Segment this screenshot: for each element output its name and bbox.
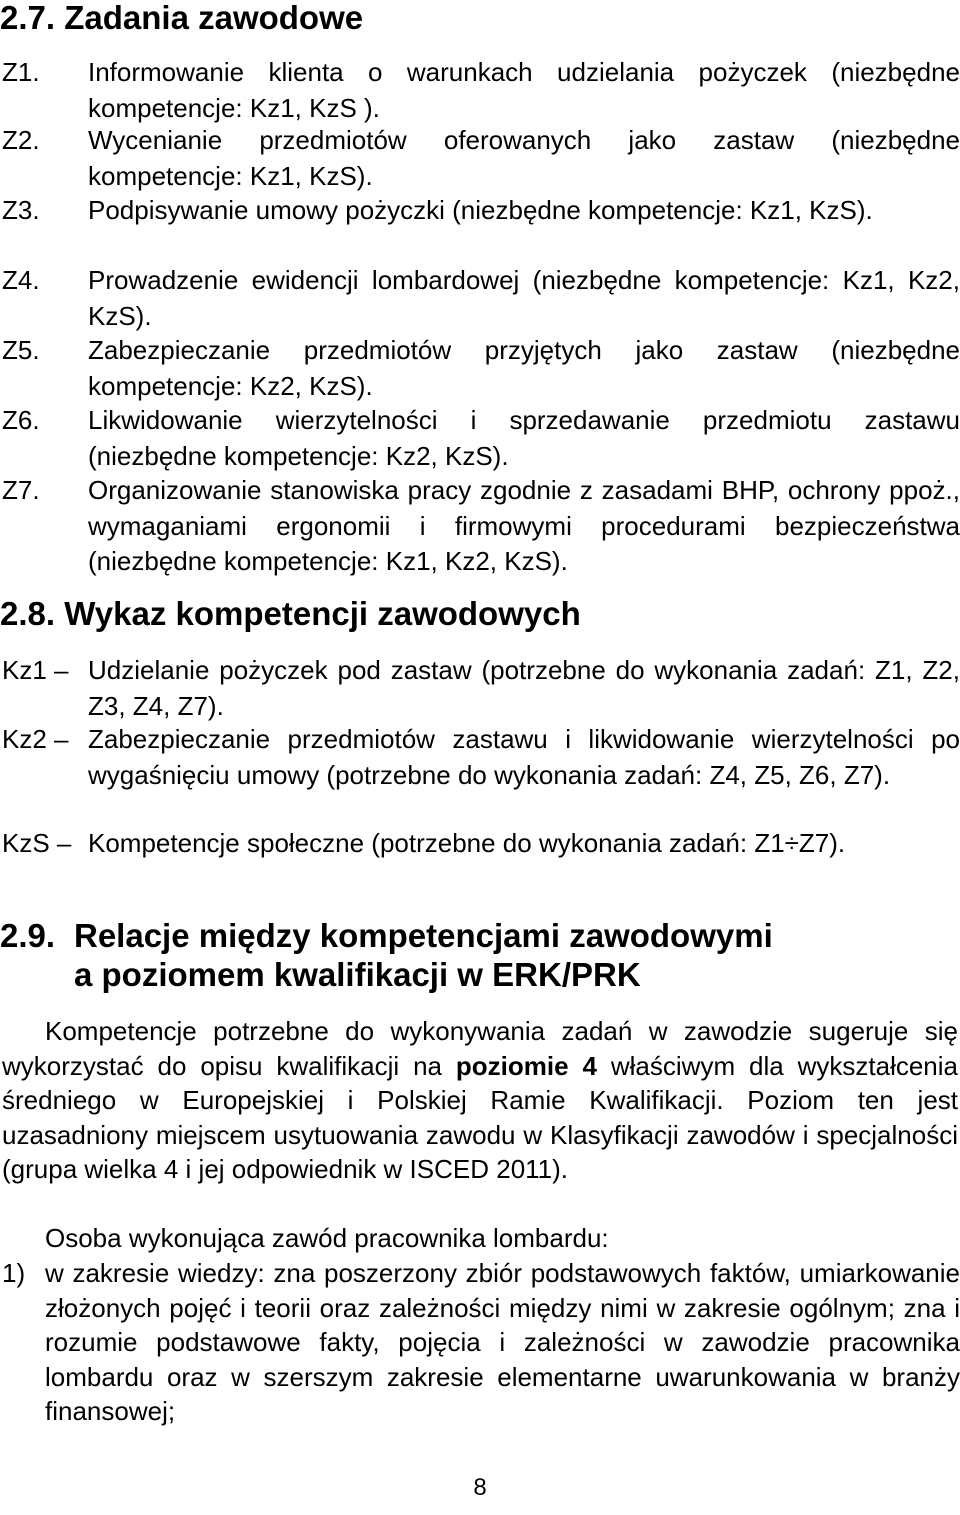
section-2-9-heading: [0, 918, 773, 954]
worker-intro-text: Osoba wykonująca zawód pracownika lombardu:: [45, 1223, 609, 1253]
task-text: Wycenianie przedmiotów oferowanych jako zastaw (niezbędne kompetencje: Kz1, KzS).: [88, 125, 960, 191]
section-title: Wykaz kompetencji zawodowych: [64, 595, 581, 632]
section-2-7-heading: [0, 0, 363, 36]
page-number: 8: [473, 1474, 487, 1501]
task-text: Informowanie klienta o warunkach udzielania pożyczek (niezbędne kompetencje: Kz1, KzS ).: [88, 57, 960, 123]
section-title: Zadania zawodowe: [64, 0, 364, 36]
task-label: Z6.: [2, 405, 40, 435]
intro-text-end: właściwym dla wykształcenia średniego w Europejskiej i Polskiej Ramie Kwalifikacji. Poziom ten jest uzasadniony miejscem usytuowania zawodu w Klasyfikacji zawodów i specjalności (grupa wielka 4 i jej odpowiednik w ISCED 2011).: [2, 1050, 959, 1184]
list-item-1: [0, 1256, 960, 1429]
intro-paragraph: [2, 1014, 958, 1187]
task-label: Z4.: [2, 265, 40, 295]
section-number: 2.7.: [0, 0, 56, 36]
task-label: Z3.: [2, 195, 40, 225]
competence-text: Zabezpieczanie przedmiotów zastawu i likwidowanie wierzytelności po wygaśnięciu umowy (potrzebne do wykonania zadań: Z4, Z5, Z6, Z7).: [88, 724, 960, 790]
task-item-z2: [0, 123, 960, 194]
list-item-label: 1): [2, 1258, 26, 1288]
task-item-z1: [0, 55, 960, 126]
competence-label: Kz2 –: [2, 724, 69, 754]
section-title-line1: Relacje między kompetencjami zawodowymi: [74, 917, 773, 954]
competence-text: Udzielanie pożyczek pod zastaw (potrzebne do wykonania zadań: Z1, Z2, Z3, Z4, Z7).: [88, 655, 960, 721]
competence-label: KzS –: [2, 828, 72, 858]
section-number: 2.9.: [0, 917, 56, 954]
task-label: Z5.: [2, 335, 40, 365]
list-item-text: w zakresie wiedzy: zna poszerzony zbiór podstawowych faktów, umiarkowanie złożonych pojęć i teorii oraz zależności między nimi w zakresie ogólnym; zna i rozumie podstawowe fakty, pojęcia i zależności w zawodzie pracownika lombardu oraz w szerszym zakresie elementarne uwarunkowania w branży finansowej;: [45, 1258, 960, 1427]
intro-text-start: Kompetencje potrzebne do wykonywania zadań w zawodzie sugeruje się wykorzystać do opisu kwalifikacji na: [2, 1016, 958, 1081]
task-label: Z7.: [2, 475, 40, 505]
section-number: 2.8.: [0, 595, 56, 632]
task-text: Prowadzenie ewidencji lombardowej (niezbędne kompetencje: Kz1, Kz2, KzS).: [88, 265, 960, 331]
level-highlight: poziomie 4: [455, 1050, 597, 1081]
task-item-z3: [0, 193, 960, 229]
worker-intro-paragraph: [2, 1221, 958, 1256]
task-item-z6: [0, 403, 960, 474]
competence-text: Kompetencje społeczne (potrzebne do wykonania zadań: Z1÷Z7).: [88, 828, 846, 858]
task-item-z4: [0, 263, 960, 334]
task-text: Organizowanie stanowiska pracy zgodnie z zasadami BHP, ochrony ppoż., wymaganiami ergonomii i firmowymi procedurami bezpieczeństwa (niezbędne kompetencje: Kz1, Kz2, KzS).: [88, 475, 960, 576]
section-title-line2: a poziomem kwalifikacji w ERK/PRK: [74, 956, 641, 993]
task-label: Z1.: [2, 57, 40, 87]
competence-item-kz1: [0, 653, 960, 724]
task-text: Zabezpieczanie przedmiotów przyjętych jako zastaw (niezbędne kompetencje: Kz2, KzS).: [88, 335, 960, 401]
competence-item-kz2: [0, 722, 960, 793]
task-label: Z2.: [2, 125, 40, 155]
competence-label: Kz1 –: [2, 655, 69, 685]
task-item-z5: [0, 333, 960, 404]
competence-item-kzs: [0, 826, 960, 862]
task-item-z7: [0, 473, 960, 580]
task-text: Podpisywanie umowy pożyczki (niezbędne kompetencje: Kz1, KzS).: [88, 195, 873, 225]
task-text: Likwidowanie wierzytelności i sprzedawanie przedmiotu zastawu (niezbędne kompetencje: Kz2, KzS).: [88, 405, 960, 471]
section-2-8-heading: [0, 596, 581, 632]
